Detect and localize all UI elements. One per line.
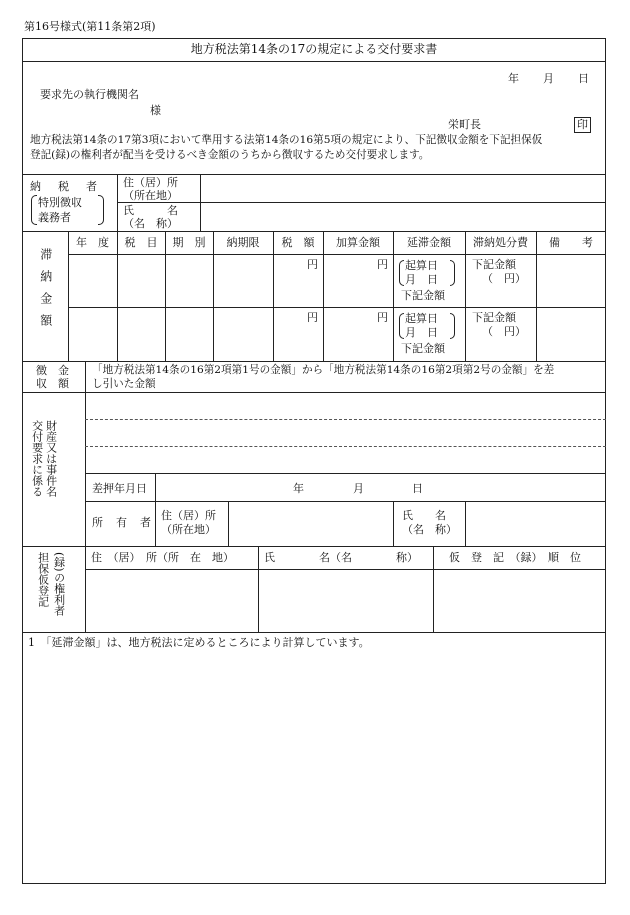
header-period: 期 別 xyxy=(172,236,206,249)
collection-text-1: 「地方税法第14条の16第2項第1号の金額」から「地方税法第14条の16第2項第2号の金額」を差 xyxy=(92,364,555,376)
date-year: 年 xyxy=(508,72,519,85)
row2-fee-kaki: 下記金額 xyxy=(472,311,516,324)
row1-bracket-left xyxy=(399,260,404,286)
header-delinquency: 延滞金額 xyxy=(407,236,451,249)
collection-label-1: 徴 金 xyxy=(36,364,69,377)
row1-month-day: 月 日 xyxy=(405,273,438,286)
owner-address-label-1: 住（居）所 xyxy=(161,509,216,522)
recipient-label: 要求先の執行機関名 xyxy=(40,88,139,101)
seizure-day: 日 xyxy=(412,482,423,495)
owner-address-label-2: （所在地） xyxy=(161,523,216,536)
seizure-date-label: 差押年月日 xyxy=(92,482,147,495)
bracket-left xyxy=(31,195,37,225)
date-day: 日 xyxy=(578,72,589,85)
row2-kaki-kingaku: 下記金額 xyxy=(401,342,445,355)
row1-tax-yen: 円 xyxy=(307,258,318,271)
body-text-line2: 登記(録)の権利者が配当を受けるべき金額のうちから徴収するため交付要求します。 xyxy=(30,149,430,161)
row1-fee-kaki: 下記金額 xyxy=(472,258,516,271)
row1-kaki-kingaku: 下記金額 xyxy=(401,289,445,302)
collection-text-2: し引いた金額 xyxy=(92,378,156,390)
security-col-name: 氏 名（名 称） xyxy=(264,551,418,564)
owner-label: 所 有 者 xyxy=(92,516,152,529)
body-text-line1: 地方税法第14条の17第3項において準用する法第14条の16第5項の規定により、下記徴収金額を下記担保仮 xyxy=(30,134,543,146)
row1-add-yen: 円 xyxy=(377,258,388,271)
arrears-side-label: 滞納金額 xyxy=(38,248,53,336)
taxpayer-name-label-1: 氏 名 xyxy=(123,204,178,217)
row2-fee-yen: （ 円） xyxy=(482,325,526,338)
collection-label-2: 収 額 xyxy=(36,377,69,390)
row1-fee-yen: （ 円） xyxy=(482,272,526,285)
row2-bracket-left xyxy=(399,313,404,339)
row1-kisan: 起算日 xyxy=(405,259,438,272)
row2-tax-yen: 円 xyxy=(307,311,318,324)
form-code: 第16号様式(第11条第2項) xyxy=(24,20,156,33)
row2-add-yen: 円 xyxy=(377,311,388,324)
security-side-label-1: 担保仮登記 xyxy=(36,552,50,607)
property-side-label-2: 財産又は事件名 xyxy=(44,420,58,497)
seizure-month: 月 xyxy=(353,482,364,495)
recipient-sama: 様 xyxy=(150,104,161,117)
property-side-label-1: 交付要求に係る xyxy=(30,420,44,497)
seizure-year: 年 xyxy=(293,482,304,495)
taxpayer-label: 納 税 者 xyxy=(30,180,100,193)
header-tax-item: 税 目 xyxy=(124,236,158,249)
taxpayer-address-label-2: （所在地） xyxy=(123,189,178,202)
header-year: 年 度 xyxy=(76,236,109,249)
footnote: 1 「延滞金額」は、地方税法に定めるところにより計算しています。 xyxy=(28,636,370,649)
security-col-address: 住 （居） 所（所 在 地） xyxy=(91,551,234,564)
header-tax-amount: 税 額 xyxy=(281,236,315,249)
taxpayer-sub-label-2: 義務者 xyxy=(38,211,71,224)
taxpayer-name-label-2: （名 称） xyxy=(123,217,178,230)
bracket-right xyxy=(98,195,104,225)
security-side-label-2: (録)の権利者 xyxy=(52,552,66,616)
owner-name-label-1: 氏 名 xyxy=(402,509,446,522)
header-remarks: 備 考 xyxy=(549,236,593,249)
header-disposition-fee: 滞納処分費 xyxy=(473,236,528,249)
row2-month-day: 月 日 xyxy=(405,326,438,339)
owner-name-label-2: （名 称） xyxy=(402,523,457,536)
security-col-order: 仮 登 記 （録） 順 位 xyxy=(449,551,581,564)
date-month: 月 xyxy=(543,72,554,85)
row2-kisan: 起算日 xyxy=(405,312,438,325)
sender-name: 栄町長 xyxy=(448,118,481,131)
taxpayer-address-label-1: 住（居）所 xyxy=(123,176,178,189)
header-additional: 加算金額 xyxy=(336,236,380,249)
form-title: 地方税法第14条の17の規定による交付要求書 xyxy=(190,42,438,56)
seal-box: 印 xyxy=(574,117,591,133)
taxpayer-sub-label-1: 特別徴収 xyxy=(38,196,82,209)
header-due-date: 納期限 xyxy=(226,236,260,249)
row2-bracket-right xyxy=(450,313,455,339)
form-frame xyxy=(22,38,606,884)
row1-bracket-right xyxy=(450,260,455,286)
